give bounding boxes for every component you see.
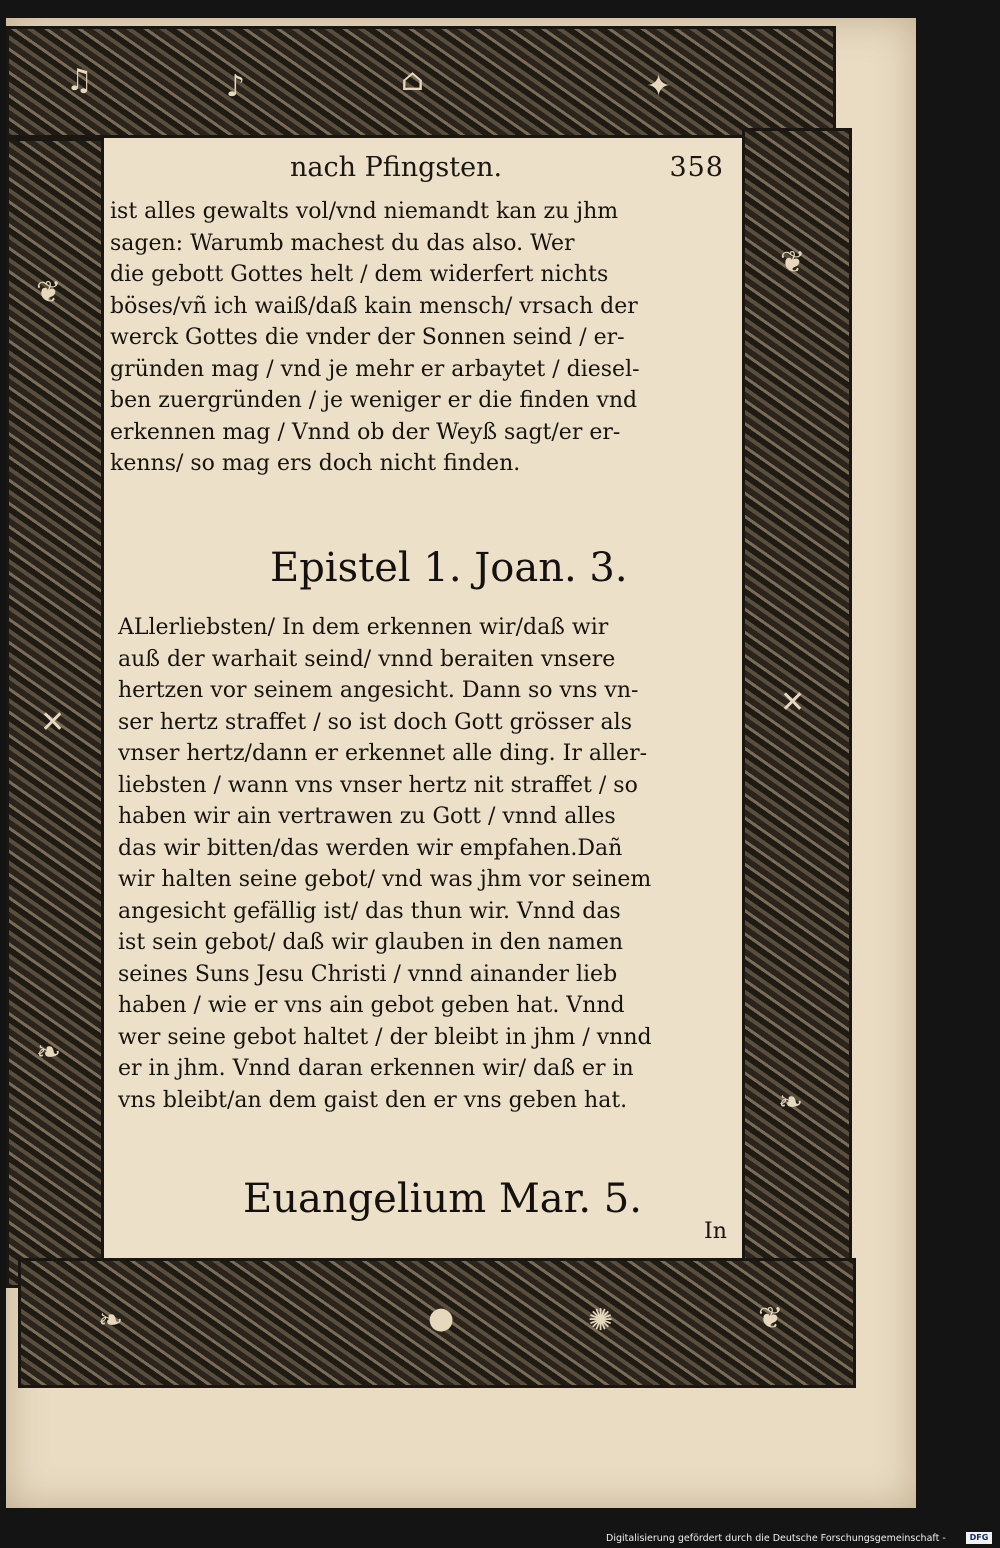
text-line: wer seine gebot haltet / der bleibt in jhm / vnnd bbox=[118, 1024, 652, 1050]
music-sheet-icon: ♫ bbox=[66, 63, 93, 98]
cherub-icon: ❧ bbox=[36, 1035, 62, 1070]
woodcut-border-top bbox=[6, 26, 836, 138]
text-line: seines Suns Jesu Christi / vnnd ainander lieb bbox=[118, 961, 618, 987]
text-line: wir halten seine gebot/ vnd was jhm vor seinem bbox=[118, 867, 652, 892]
text-line: ben zuergründen / je weniger er die finden vnd bbox=[110, 388, 638, 413]
text-line: erkennen mag / Vnnd ob der Weyß sagt/er er- bbox=[110, 419, 621, 445]
fish-icon: ✺ bbox=[588, 1303, 614, 1338]
woodcut-border-right bbox=[742, 128, 852, 1278]
text-line: er in jhm. Vnnd daran erkennen wir/ daß er in bbox=[118, 1056, 634, 1081]
figure-icon: ❦ bbox=[36, 275, 62, 310]
text-line: ser hertz straffet / so ist doch Gott grösser als bbox=[118, 709, 632, 735]
cross-shield-icon: ✕ bbox=[40, 705, 66, 740]
page-number: 358 bbox=[669, 152, 724, 183]
paragraph-2 bbox=[118, 612, 740, 1116]
text-line: haben / wie er vns ain gebot geben hat. Vnnd bbox=[118, 993, 625, 1018]
satyr-icon: ❧ bbox=[778, 1085, 804, 1120]
woodcut-border-bottom bbox=[18, 1258, 856, 1388]
text-line: haben wir ain vertrawen zu Gott / vnnd alles bbox=[118, 804, 616, 829]
text-line: hertzen vor seinem angesicht. Dann so vns vn- bbox=[118, 678, 639, 703]
woodcut-border-left bbox=[6, 138, 104, 1288]
digitization-credit: Digitalisierung gefördert durch die Deutsche Forschungsgemeinschaft - bbox=[606, 1533, 946, 1544]
text-line: ist sein gebot/ daß wir glauben in den namen bbox=[118, 930, 624, 955]
running-head bbox=[290, 150, 730, 190]
cross-shield-icon: ✕ bbox=[780, 685, 806, 720]
text-line: kenns/ so mag ers doch nicht finden. bbox=[110, 451, 521, 476]
section-heading-epistel: Epistel 1. Joan. 3. bbox=[270, 545, 628, 591]
text-line: die gebott Gottes helt / dem widerfert nichts bbox=[110, 262, 609, 287]
text-line: ALlerliebsten/ In dem erkennen wir/daß wir bbox=[118, 615, 609, 640]
text-line: ist alles gewalts vol/vnd niemandt kan zu jhm bbox=[110, 199, 619, 224]
scrollwork-icon: ❧ bbox=[98, 1303, 124, 1338]
running-title: nach Pfingsten. bbox=[290, 152, 503, 183]
paragraph-1 bbox=[110, 196, 740, 480]
catchword: In bbox=[704, 1219, 727, 1244]
lyre-icon: ♪ bbox=[226, 69, 246, 104]
trumpet-icon: ✦ bbox=[646, 69, 672, 104]
text-line: auß der warhait seind/ vnnd beraiten vnsere bbox=[118, 646, 616, 672]
dfg-logo: DFG bbox=[966, 1532, 992, 1544]
text-line: das wir bitten/das werden wir empfahen.Dañ bbox=[118, 835, 623, 861]
section-heading-evangelium: Euangelium Mar. 5. bbox=[243, 1176, 642, 1222]
sun-disc-icon: ● bbox=[428, 1301, 455, 1336]
lantern-icon: ⌂ bbox=[401, 63, 424, 98]
scroll-icon: ❦ bbox=[780, 245, 806, 280]
text-line: böses/vñ ich waiß/daß kain mensch/ vrsach der bbox=[110, 293, 638, 319]
text-line: vns bleibt/an dem gaist den er vns geben hat. bbox=[118, 1087, 628, 1113]
text-line: angesicht gefällig ist/ das thun wir. Vnnd das bbox=[118, 898, 621, 924]
text-line: vnser hertz/dann er erkennet alle ding. Ir aller- bbox=[118, 741, 648, 766]
text-line: werck Gottes die vnder der Sonnen seind / er- bbox=[110, 325, 625, 350]
text-line: sagen: Warumb machest du das also. Wer bbox=[110, 230, 575, 256]
dragon-icon: ❦ bbox=[758, 1301, 784, 1336]
text-line: liebsten / wann vns vnser hertz nit straffet / so bbox=[118, 772, 638, 798]
text-line: gründen mag / vnd je mehr er arbaytet / diesel- bbox=[110, 356, 640, 382]
